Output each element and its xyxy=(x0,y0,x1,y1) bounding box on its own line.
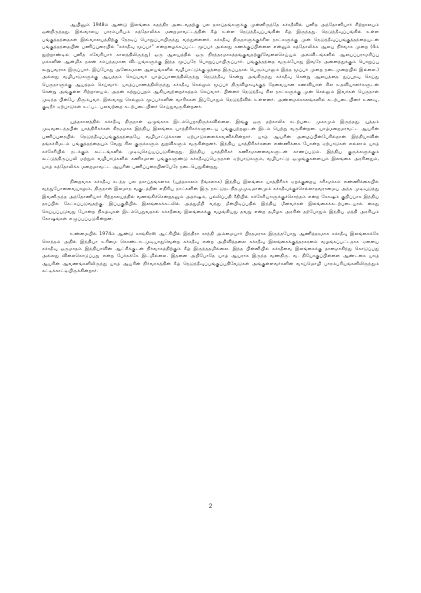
body-paragraph-4: உண்மையில் 1974ம் ஆண்டு காங்கிரஸ் ஆட்சியில் இந்திரா காந்தி அம்மையார் பிரதமராக இருந்தபோது ஆணித்தரமாக கச்சதீவு இலங்கைக்கே சொந்தம் அதில் இந்தியா உரிமை கொண்டாடமுடியாதுவென்ற கச்சதீவு என்ற அறிவித்தலை கச்சதீவு இலங்கைக்குத்தரகரனம் வழங்கப்பட்டதாக ஏனைய கச்சதீவு ஒருமாதம் இந்தியாவின் ஆட்சிக்குடன் நிர்வாகத்திற்கும் கீழ் இருந்ததமில்லை. இந்த பின்னியில் கச்சதீவை இலங்கைக்கு தானமாகிந்து கொடுப்பது அல்லது விலைகொடுப்பது என்ற பேச்சுக்கே இடமில்லை. இதனை அறிபோதே யாழ் ஆயராக இருந்த வணதிரு. வ. தியோகுப்பிள்ளை ஆண்டகை யாழ் ஆயரின் ஆவணங்களிலிருந்து யாழ் ஆயரின் நிர்வாகத்தின் கீழ் நெடுந்தீவுப்பங்குப்பதிவேடுகள் அங்குள்ளவர்களின் வாய்மொழி பாரம்பரியங்களிலிருந்தும் சுட்டிக்காட்டியிருக்கின்றார். xyxy=(42,232,379,275)
page-number: 2 xyxy=(208,504,213,510)
body-paragraph-1: ஆயினும் 1948ம் ஆண்டு இலங்கை சுதந்திர அடைவதற்கு பல தசாப்தங்களுக்கு முன்னிருந்தே கச்சதீவில் புனித அந்தோனியார் சிற்றாலயம் ஒன்றிருந்தது. இவ்வாலய பாரம்பரியம் கத்தோலிக்க மறைமாவட்டத்தின் கீழ் உள்ள நெடுந்தீவுப்பங்கின் கீழ் இருந்தது. நெடுந்தீவுப்பங்கில் உள்ள பங்குத்தந்தைகள் இவ்வாலயத்திற்கு நேரடிப் பொறுப்பாயிருந்து வந்துள்ளனர். கச்சதீவு திருநாளுக்குச்சில நாட்களுக்கு முன் நெடுந்தீவுப்பங்குத்தந்தையுடன் பங்குத்தந்தையின் பணிப்புரையில் "கச்சதீவு மூப்பர்" என்றழைக்கப்பட்ட மூப்பர் அல்லது கணக்குப்பிள்ளை என்னும் கத்தோலிக்க ஆலய நிர்வாக முறை (4ம் நூற்றாண்டில் புனித சவேரியார் காலத்திலிருந்து) ஒரு ஆலயத்தில் ஒரு நிரந்தரமாகத்தங்குவதற்கு/வேலைசெய்யும் அவ்விடங்களில் ஆலயப்பராமரிப்பு மக்களின் ஆன்மிக நலன் சம்பந்தமான விடயங்களுக்கு இந்த மூப்பரே பொறுப்பாயிருப்பார். பங்குத்தந்தை வரும்போது இவரே அனைத்துக்கும் பொறுப்பு கூறுபவராக இருப்பார். இப்போது அனேகமான ஆலயங்களில் வழிபாட்டுக்குழுத்தை இருப்பதால் பெரும்பாலும் இத்த மூப்பர் முறை நடைமுறையில் இல்லை.) அல்லது வழிபாடுகளுக்கு ஆயத்தம் செய்யவர் யாழ்ப்பாணத்திலிருந்து நெடுந்தீவு சென்று அங்கிருந்து கச்சதீவு சென்று ஆலயத்தை துப்புரவு செய்து பெருநாளுக்கு ஆயத்தம் செய்வார். யாழ்ப்பாணத்திலிருந்து கச்சதீவு செல்லும் மூப்பர் திருவிழாவுக்குத் தேவையான கணவியாள் சில உதவியாளர்களுடன் சென்று அங்குள்ள சிற்றாலயம், அதன் சுற்றுப்புறம் ஆகியவற்றைச்சுத்தம் செய்வார். பின்னர் நெடுந்தீவு சில நாட்களுக்கு முன் செல்லும் இவர்கள் பெருநாள் முடிந்த பின்பே திரும்புவர். இவ்வாறு செல்லும் மூப்பர்களின் வாரிசுகள் இப்போதும் நெடுந்தீவில் உள்ளனர். அண்மைக்காலங்களில் கடற்படையினர் உணவு, குடிநீர் ஏற்பாடுகள் உட்பட பலவற்றை கடற்படையினர் செய்துவருகின்றனர். xyxy=(42,23,379,110)
body-paragraph-2: யுத்தகாலத்தில் கச்சதீவு திருநாள் ஒழுங்காக இடம்பெறாதிருக்கவில்லை. இங்கு ஒரு தற்காலிக கடற்படை முகாமும் இருந்தது. யுத்தம் முடிவடைந்தபின் யாத்திரிகர்கள் கிரமமாக இந்திய இலங்கை யாத்திரிகர்களுடைய பங்குபற்றலுடன் இடம் பெற்று வருகின்றன. யாழ்மறைமாவட்ட ஆயரின் பணிப்புரையில் நெடுந்தீவுப்பங்குத்தந்தையே வழிபாட்டுக்கான ஏற்பாடுகளைக்கவனிக்கின்றார். யாழ் ஆயரின் அழைப்பின்பேரில்தான் இந்தியாவின் தங்கச்சிமடம் பங்குத்தந்தையும் வேறு சில குருக்களும் துறவிகளும் வருகின்றனர். இந்திய யாத்திரிகர்களை எண்ணிக்கை போன்ற ஏற்பாடுகள் எல்லாம் யாழ் கச்சேரியில் நடக்கும் கூட்டங்களில் முடிவுசெய்யப்படுகின்றது. இந்திய யாத்திரிகர் கணிசமானவைகளுடன் காணப்படும். இந்திய குருக்களுக்கும் கூட்டுத்திருப்பலி மற்றும் வழிபாடுகளில் கணிசமான பங்குகளுண்டு கச்சதீவுப்பெருநாள் ஏற்பாடுகளும், வழிபாட்டு ஒழுங்குகளையும் இலங்கை அரசினதும், யாழ் கத்தோலிக்க மறைமாவட்ட ஆயரின் பணிப்புரையினபேரே நடைபெறுகின்றது. xyxy=(42,120,379,170)
body-paragraph-3: நிறைவாக கச்சதீவு கடந்த பல தசாப்தங்களாக (யுத்தகாலம் நீங்கலாக) இந்திய இலங்கை யாத்திரிகர் ஏறக்குறைய சரிசமச்சம் எண்ணிக்கையில் வந்துபோனவையாலும், திருநாள் இலமாந வகுடத்தின் எதிரிய நாட்களின் இரு நாட்டுநடநிதமுமுடிமானமும் கச்சதீவுக்குச்செல்லாதவராமைய அந்த முடிவுடுத்து இவனிருந்த அந்தோணியார் சிற்றாலயத்தில் வணங்கிச்சென்றதனும் அதர்ஷம், புல்லிப்பதி ரீதியில் கச்சேரியாளுக்குச்சொந்தம் என்ற கோஷம் குறிப்பாக இந்திய தரப்பில் கேட்கப்படுவதற்கு. இப்பகுதியில் இலங்கைக்கடலில் அத்துமீறி வந்து மீன்பிடிப்பதில் இந்திய மீனவர்கள் இலங்கைக்கடற்படையால் கைது செய்யப்படுவது போன்ற நிகழ்வுகள் இடம்பெறுவதால் கச்சதீவை இலங்கைக்கு வழங்கியது தவறு என்ற தமிழக அரசின் தற்போதும் இந்திய மத்தி அரசியும் கோஷங்கள் எழுப்பப்படுகின்றன. xyxy=(42,179,379,223)
